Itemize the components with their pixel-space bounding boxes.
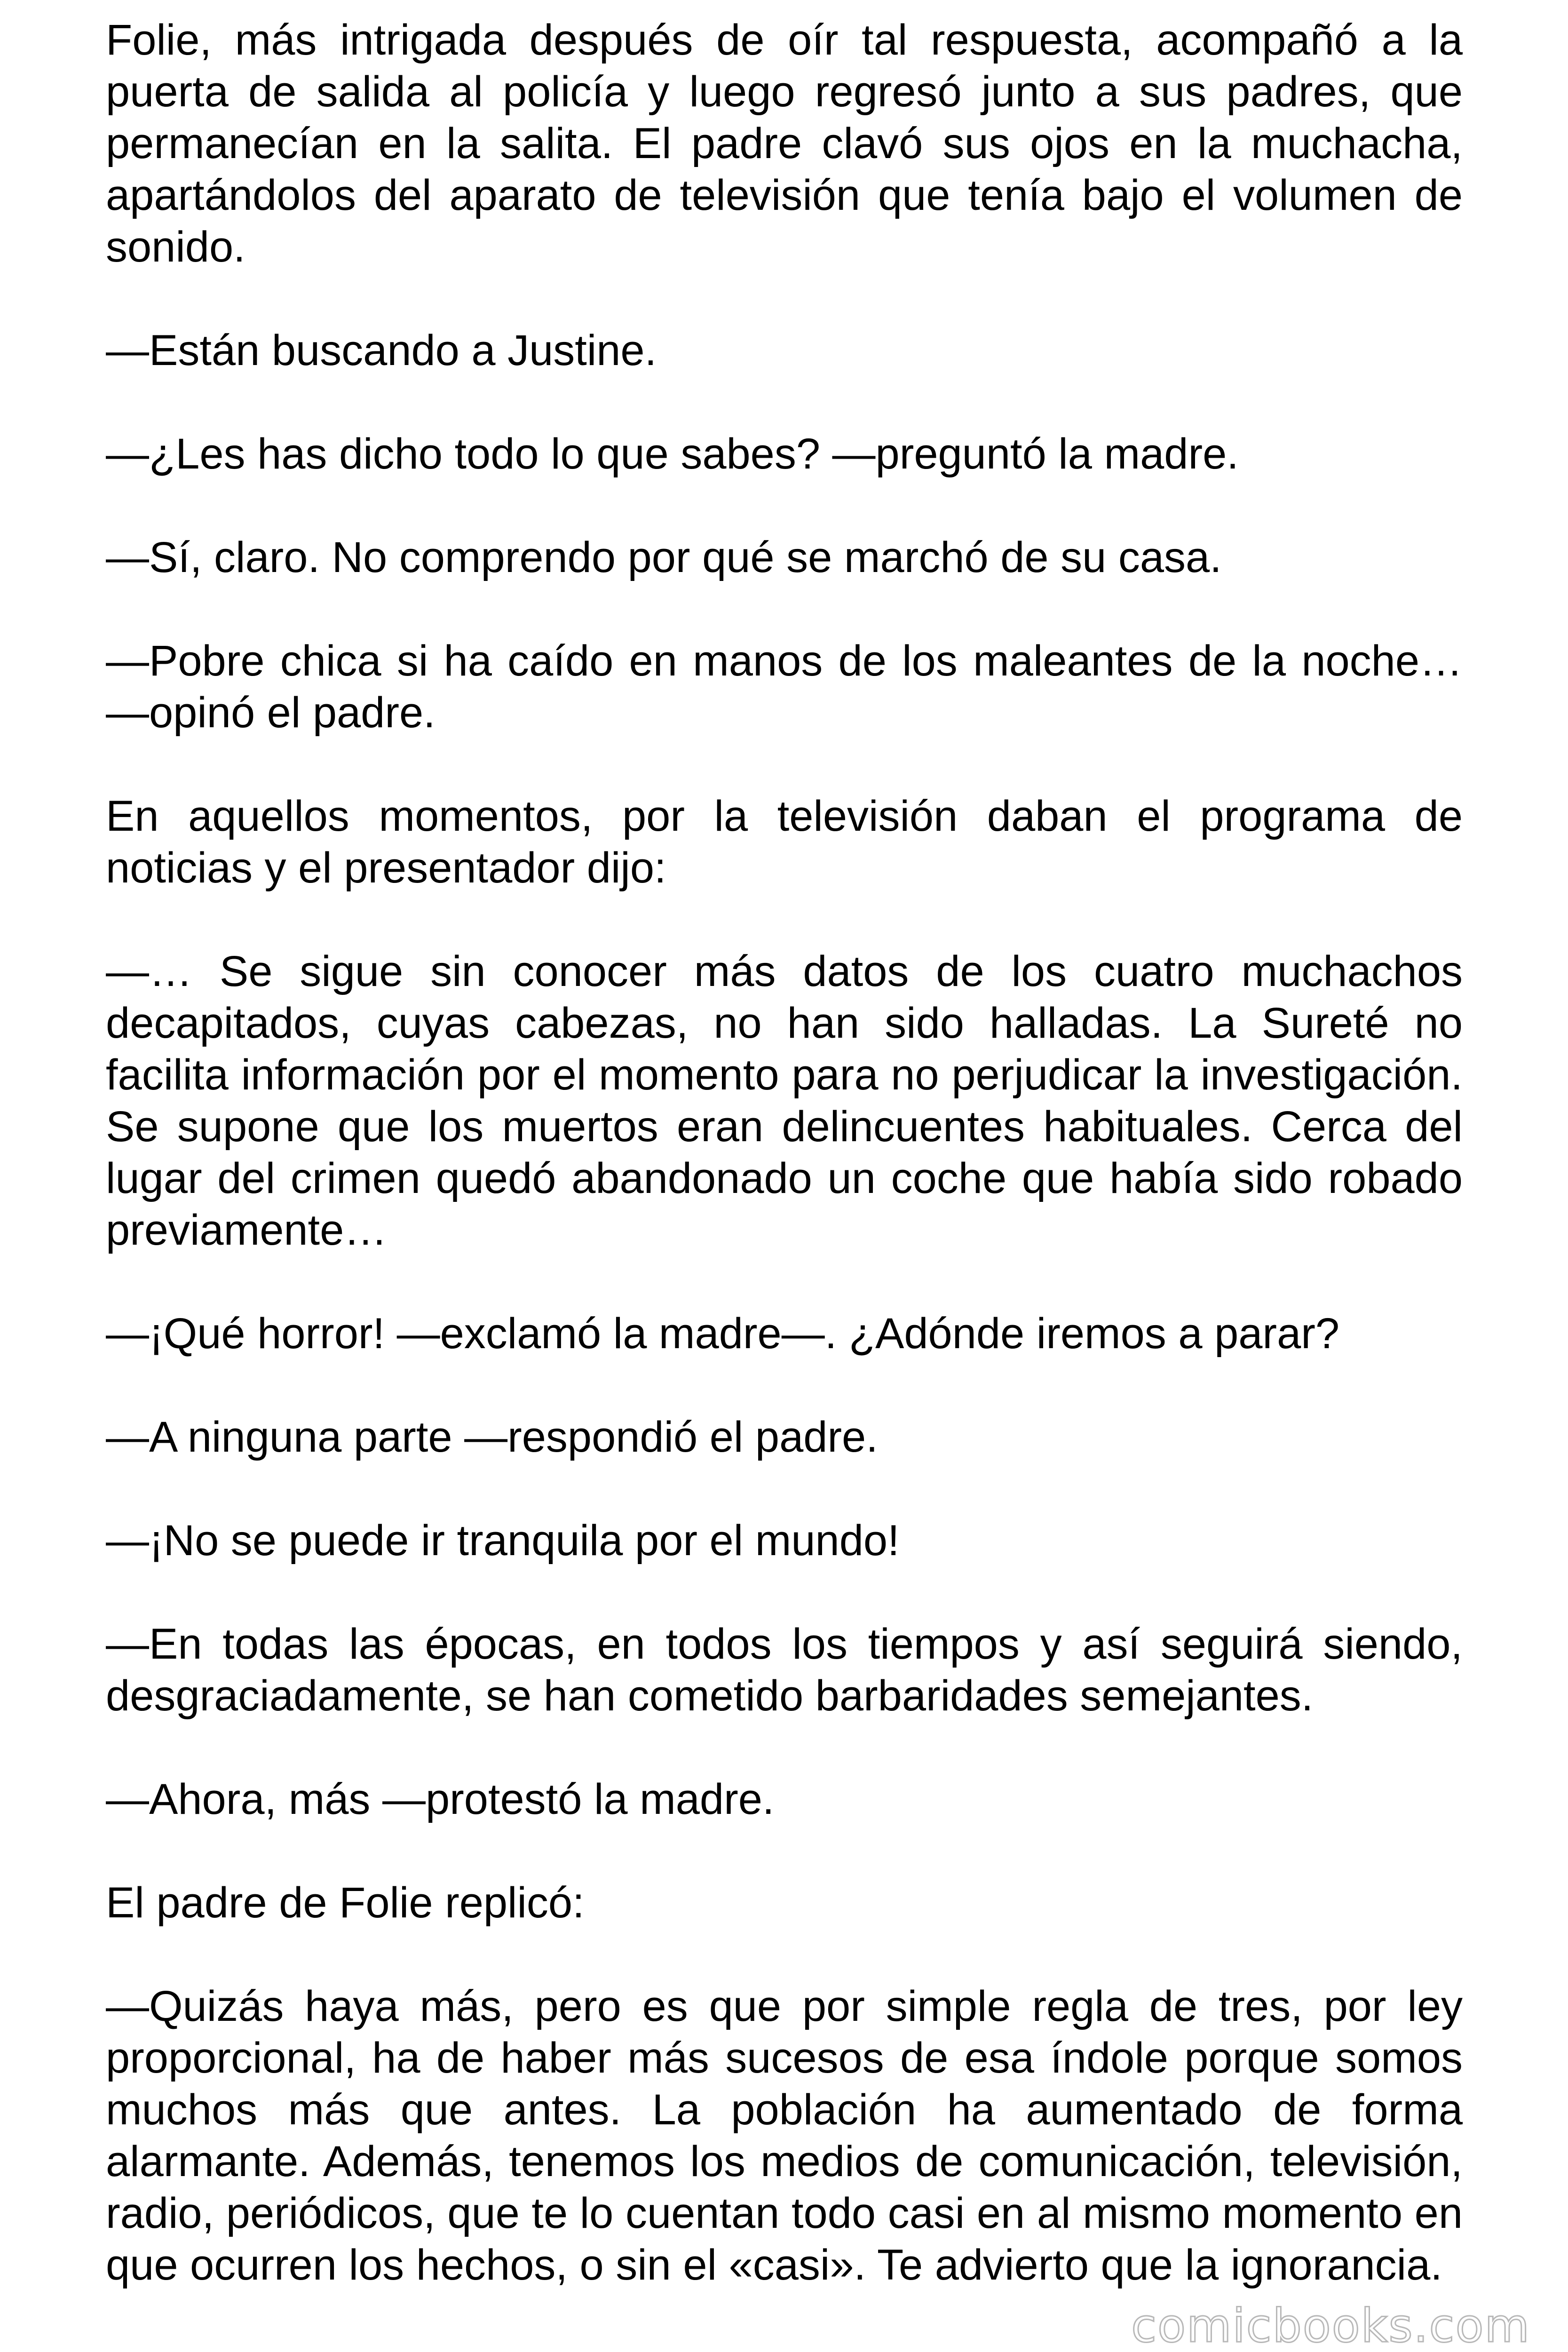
- page-text: [106, 14, 1463, 2291]
- paragraph-5: —Pobre chica si ha caído en manos de los maleantes de la noche… —opinó el padre.: [106, 637, 1463, 737]
- paragraph-11: —En todas las épocas, en todos los tiempos y así seguirá siendo, desgraciadamente, se han cometido barbaridades semejantes.: [106, 1620, 1463, 1720]
- paragraph-14: —Quizás haya más, pero es que por simple regla de tres, por ley proporcional, ha de haber más sucesos de esa índole porque somos muchos más que antes. La población ha aumentado de forma alarmante. Además, tenemos los medios de comunicación, televisión, radio, periódicos, que te lo cuentan todo casi en al mismo momento en que ocurren los hechos, o sin el «casi». Te advierto que la ignorancia.: [106, 1982, 1463, 2289]
- paragraph-8: —¡Qué horror! —exclamó la madre—. ¿Adónde iremos a parar?: [106, 1310, 1340, 1358]
- paragraph-12: —Ahora, más —protestó la madre.: [106, 1775, 775, 1823]
- watermark: comicbooks.com: [1131, 2299, 1530, 2352]
- paragraph-9: —A ninguna parte —respondió el padre.: [106, 1413, 878, 1461]
- paragraph-3: —¿Les has dicho todo lo que sabes? —preguntó la madre.: [106, 430, 1239, 478]
- paragraph-10: —¡No se puede ir tranquila por el mundo!: [106, 1517, 900, 1565]
- paragraph-1: Folie, más intrigada después de oír tal respuesta, acompañó a la puerta de salida al policía y luego regresó junto a sus padres, que permanecían en la salita. El padre clavó sus ojos en la muchacha, apartándolos del aparato de televisión que tenía bajo el volumen de sonido.: [106, 16, 1463, 271]
- paragraph-4: —Sí, claro. No comprendo por qué se marchó de su casa.: [106, 533, 1222, 581]
- paragraph-2: —Están buscando a Justine.: [106, 326, 657, 374]
- paragraph-7: —… Se sigue sin conocer más datos de los cuatro muchachos decapitados, cuyas cabezas, no han sido halladas. La Sureté no facilita información por el momento para no perjudicar la investigación. Se supone que los muertos eran delincuentes habituales. Cerca del lugar del crimen quedó abandonado un coche que había sido robado previamente…: [106, 947, 1463, 1254]
- paragraph-6: En aquellos momentos, por la televisión daban el programa de noticias y el presentador dijo:: [106, 792, 1463, 892]
- paragraph-13: El padre de Folie replicó:: [106, 1879, 585, 1927]
